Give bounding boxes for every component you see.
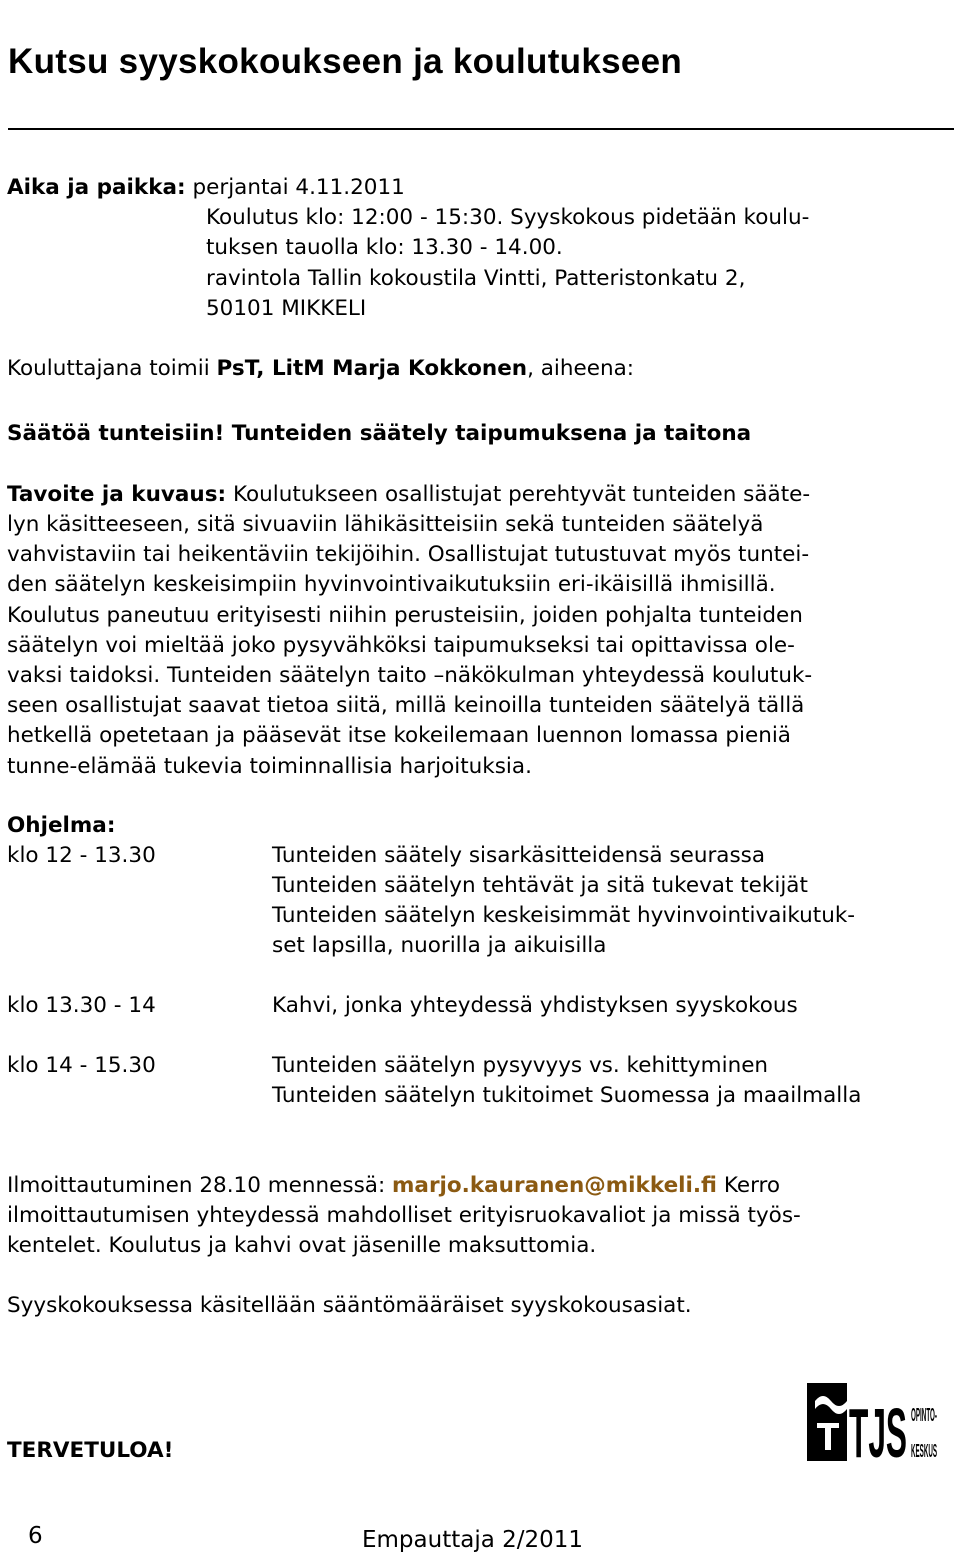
info-first-line — [7, 175, 405, 200]
welcome-text: TERVETULOA! — [7, 1438, 174, 1463]
page-number: 6 — [28, 1523, 43, 1549]
goal-line: lyn käsitteeseen, sitä sivuaviin lähikäsitteisiin sekä tunteiden säätelyä — [7, 512, 764, 537]
goal-line: seen osallistujat saavat tietoa siitä, millä keinoilla tunteiden säätelyä tällä — [7, 693, 805, 718]
goal-line: Koulutukseen osallistujat perehtyvät tunteiden sääte- — [226, 482, 811, 507]
title-divider — [8, 128, 954, 130]
meeting-note: Syyskokouksessa käsitellään sääntömääräiset syyskokousasiat. — [7, 1293, 692, 1318]
info-line: perjantai 4.11.2011 — [192, 175, 405, 200]
program-item-line: Tunteiden säätelyn tehtävät ja sitä tukevat tekijät — [272, 873, 808, 898]
trainer-suffix: , aiheena: — [527, 356, 635, 381]
registration-line — [7, 1173, 780, 1198]
program-time: klo 13.30 - 14 — [7, 993, 156, 1018]
goal-label: Tavoite ja kuvaus: — [7, 482, 227, 507]
goal-line: hetkellä opetetaan ja pääsevät itse kokeilemaan luennon lomassa pieniä — [7, 723, 791, 748]
logo-side-text-2: KESKUS — [911, 1441, 937, 1461]
goal-line: vaksi taidoksi. Tunteiden säätelyn taito –näkökulman yhteydessä koulutuk- — [7, 663, 813, 688]
program-time: klo 12 - 13.30 — [7, 843, 156, 868]
registration-suffix: Kerro — [717, 1173, 781, 1198]
info-line: ravintola Tallin kokoustila Vintti, Patteristonkatu 2, — [206, 266, 746, 291]
page-title: Kutsu syyskokoukseen ja koulutukseen — [8, 42, 683, 81]
program-item-line: set lapsilla, nuorilla ja aikuisilla — [272, 933, 607, 958]
info-line: 50101 MIKKELI — [206, 296, 367, 321]
info-line: Koulutus klo: 12:00 - 15:30. Syyskokous pidetään koulu- — [206, 205, 810, 230]
goal-line: tunne-elämää tukevia toiminnallisia harjoituksia. — [7, 754, 532, 779]
program-label: Ohjelma: — [7, 813, 116, 838]
registration-prefix: Ilmoittautuminen 28.10 mennessä: — [7, 1173, 393, 1198]
program-item-line: Tunteiden säätely sisarkäsitteidensä seurassa — [272, 843, 766, 868]
program-time: klo 14 - 15.30 — [7, 1053, 156, 1078]
publication-name: Empauttaja 2/2011 — [362, 1527, 584, 1553]
info-label: Aika ja paikka: — [7, 175, 186, 200]
trainer-name: PsT, LitM Marja Kokkonen — [216, 356, 528, 381]
program-item-line: Tunteiden säätelyn pysyvyys vs. kehittyminen — [272, 1053, 769, 1078]
goal-line: säätelyn voi mieltää joko pysyvähköksi taipumukseksi tai opittavissa ole- — [7, 633, 795, 658]
registration-email-link[interactable]: marjo.kauranen@mikkeli.fi — [392, 1173, 717, 1198]
goal-line: den säätelyn keskeisimpiin hyvinvointivaikutuksiin eri-ikäisillä ihmisillä. — [7, 572, 776, 597]
registration-line: kentelet. Koulutus ja kahvi ovat jäsenille maksuttomia. — [7, 1233, 597, 1258]
logo-side-text-1: OPINTO- — [911, 1405, 937, 1425]
goal-line: Koulutus paneutuu erityisesti niihin perusteisiin, joiden pohjalta tunteiden — [7, 603, 803, 628]
goal-line: vahvistaviin tai heikentäviin tekijöihin. Osallistujat tutustuvat myös tuntei- — [7, 542, 810, 567]
goal-first-line — [7, 482, 810, 507]
logo-text: TJS — [849, 1394, 907, 1463]
program-item-line: Tunteiden säätelyn keskeisimmät hyvinvointivaikutuk- — [272, 903, 856, 928]
tjs-opintokeskus-logo — [807, 1381, 937, 1463]
registration-line: ilmoittautumisen yhteydessä mahdolliset erityisruokavaliot ja missä työs- — [7, 1203, 801, 1228]
trainer-line — [7, 356, 634, 381]
trainer-prefix: Kouluttajana toimii — [7, 356, 217, 381]
info-line: tuksen tauolla klo: 13.30 - 14.00. — [206, 235, 563, 260]
program-item-line: Tunteiden säätelyn tukitoimet Suomessa ja maailmalla — [272, 1083, 862, 1108]
program-item-line: Kahvi, jonka yhteydessä yhdistyksen syyskokous — [272, 993, 798, 1018]
topic-heading: Säätöä tunteisiin! Tunteiden säätely taipumuksena ja taitona — [7, 421, 752, 446]
